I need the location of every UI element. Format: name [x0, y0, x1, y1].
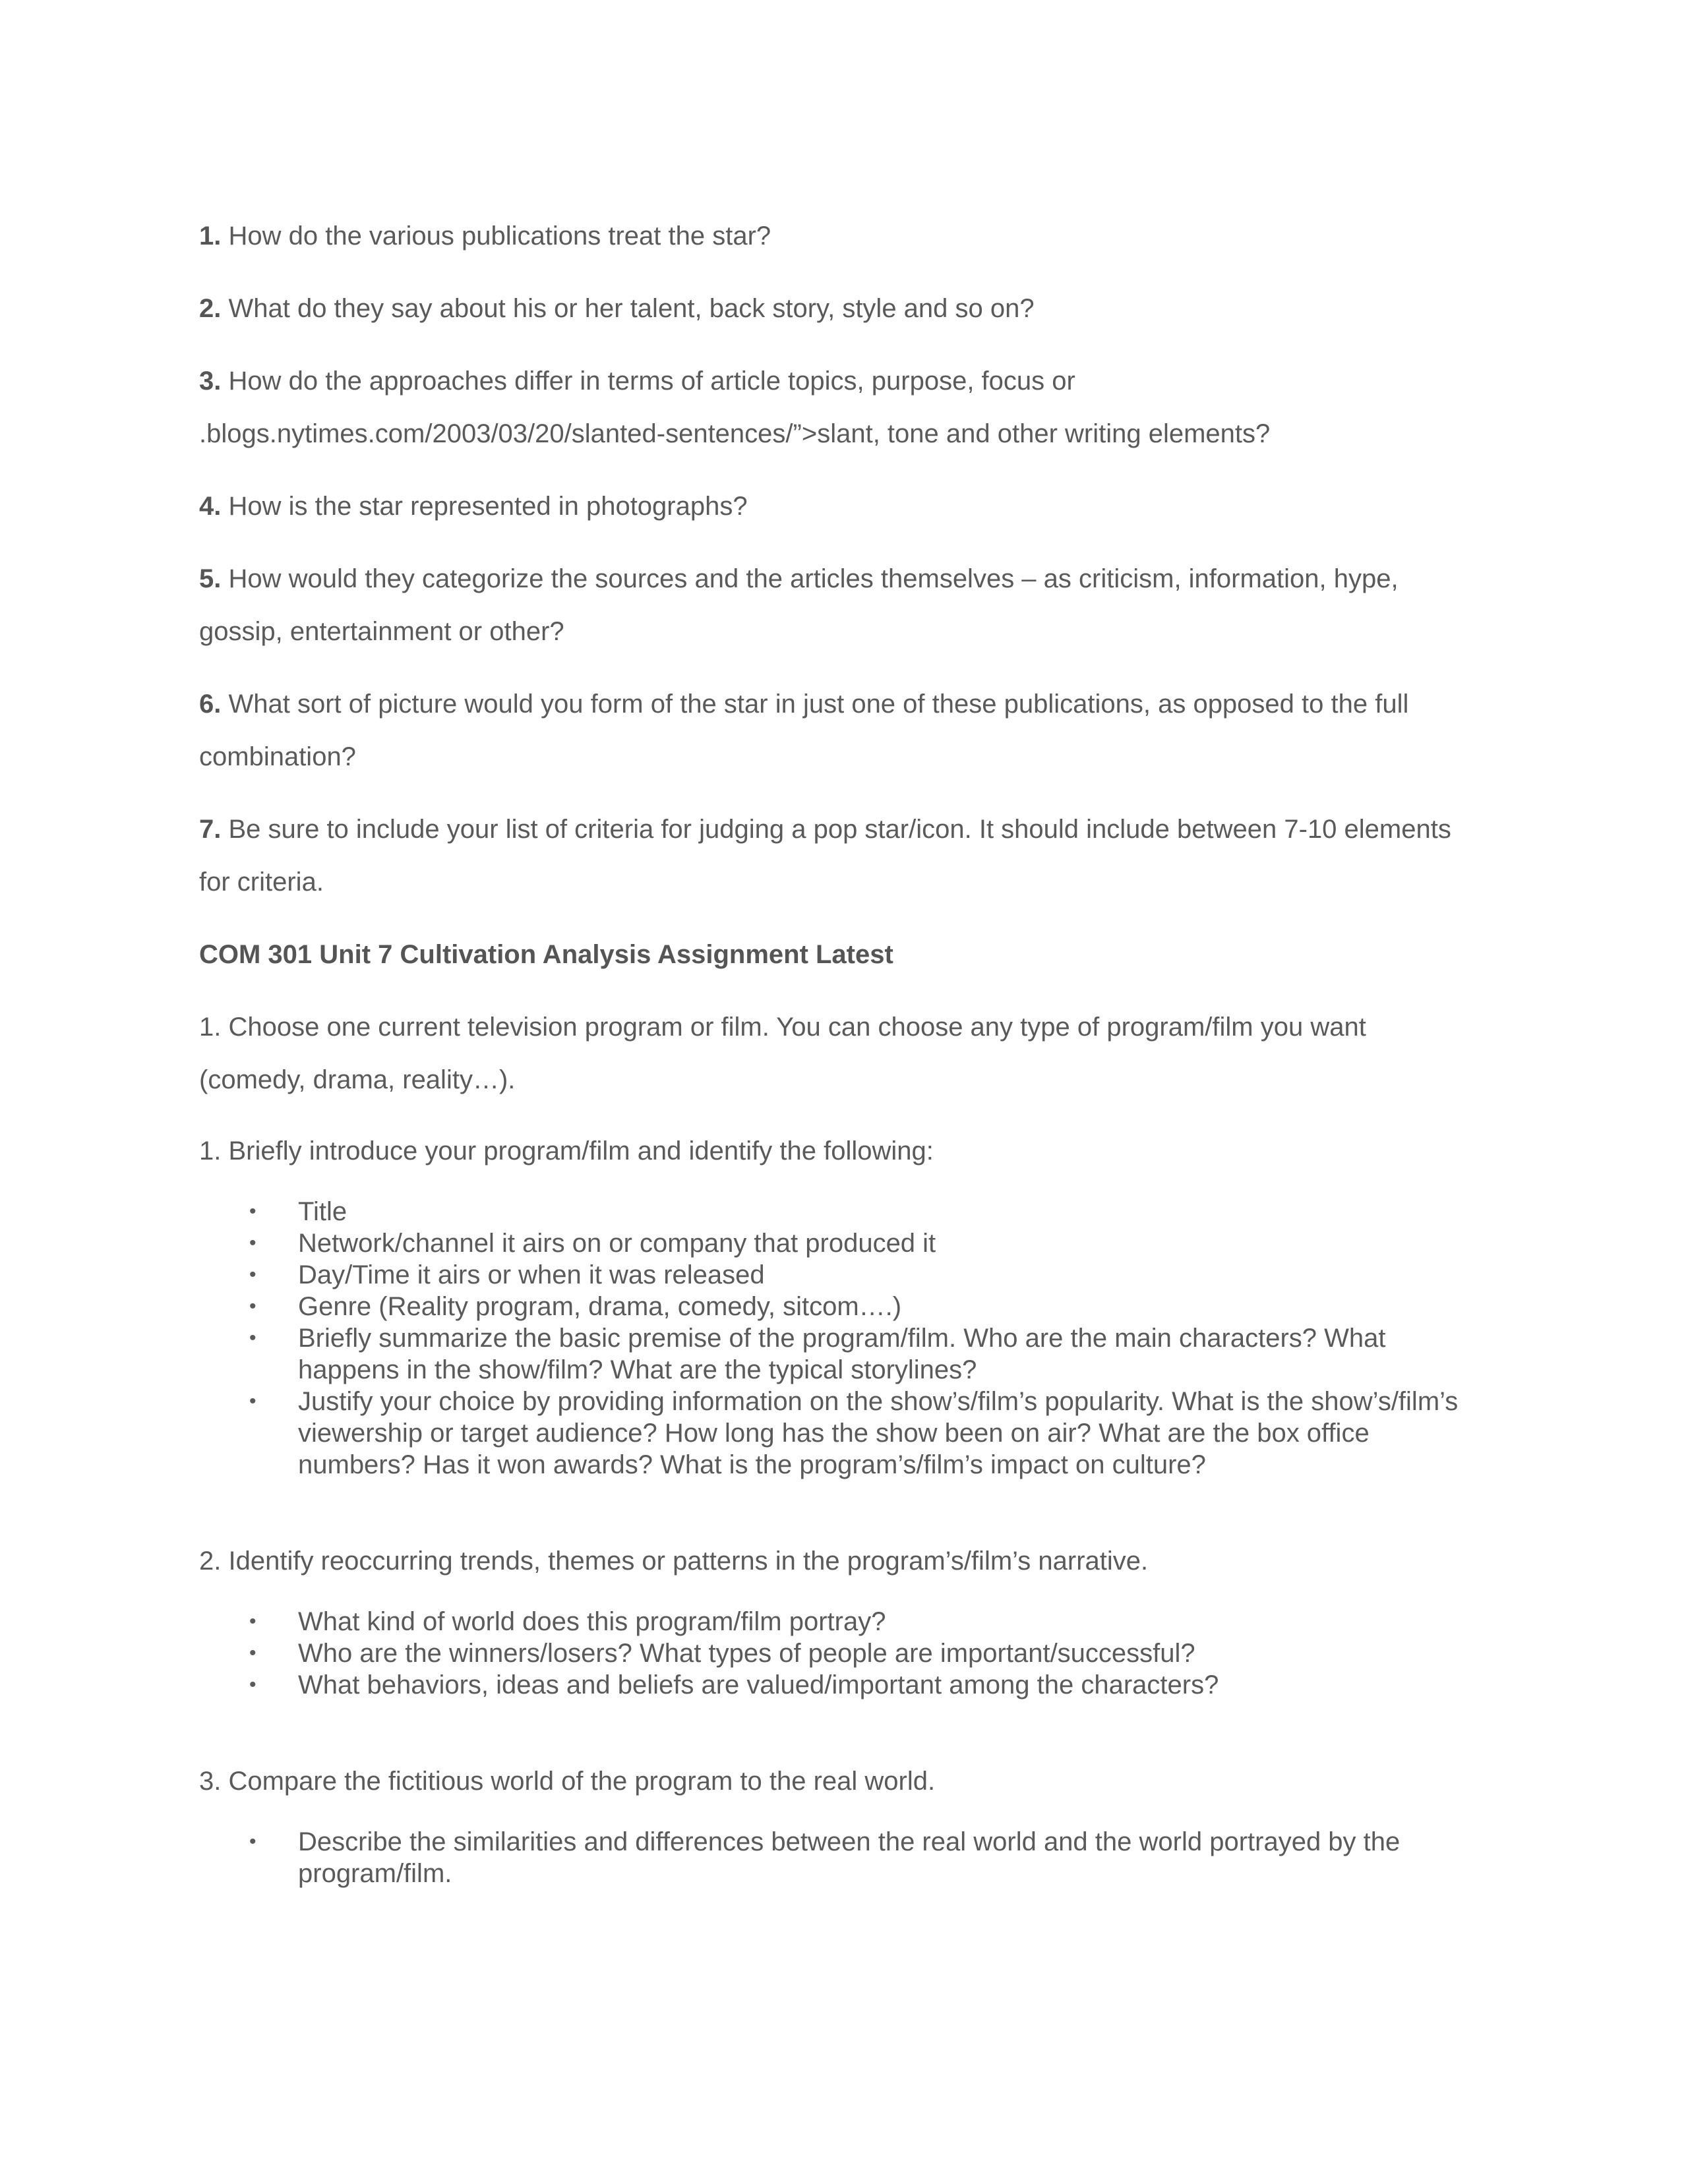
question-number: 5.	[199, 564, 222, 593]
bullet-icon: •	[249, 1327, 256, 1349]
list-item	[199, 1386, 1478, 1481]
bullet-icon: •	[249, 1674, 256, 1696]
list-item-text: Briefly summarize the basic premise of the program/film. Who are the main characters? What happens in the show/film? What are the typical storylines?	[298, 1324, 1386, 1384]
question-number: 4.	[199, 492, 222, 521]
list-item	[199, 1826, 1478, 1889]
question-number: 6.	[199, 690, 222, 719]
list-item	[199, 1669, 1478, 1701]
question-number: 2.	[199, 294, 222, 323]
list-item-text: Title	[298, 1197, 347, 1226]
paragraph-choose-program: 1. Choose one current television program or film. You can choose any type of program/film you want (comedy, drama, reality…).	[199, 1013, 1366, 1094]
question-6	[199, 678, 1478, 783]
question-number: 3.	[199, 367, 222, 396]
question-number: 1.	[199, 221, 222, 251]
bullet-list-introduce	[199, 1196, 1478, 1481]
list-item	[199, 1227, 1478, 1259]
question-5	[199, 552, 1478, 658]
list-item-text: Genre (Reality program, drama, comedy, sitcom….)	[298, 1292, 902, 1321]
list-item	[199, 1322, 1478, 1386]
list-item	[199, 1259, 1478, 1291]
question-text: What sort of picture would you form of the star in just one of these publications, as opposed to the full combination?	[199, 690, 1409, 771]
bullet-list-compare	[199, 1826, 1478, 1889]
list-item-text: Network/channel it airs on or company that produced it	[298, 1229, 936, 1258]
list-item	[199, 1606, 1478, 1638]
paragraph-trends: 2. Identify reoccurring trends, themes or patterns in the program’s/film’s narrative.	[199, 1547, 1149, 1576]
question-text: How is the star represented in photographs?	[221, 492, 748, 521]
list-item	[199, 1291, 1478, 1322]
question-number: 7.	[199, 815, 222, 844]
list-item-text: What kind of world does this program/film portray?	[298, 1607, 886, 1636]
list-item-text: Describe the similarities and differences between the real world and the world portrayed by the program/film.	[298, 1827, 1401, 1888]
bullet-icon: •	[249, 1642, 256, 1664]
question-4	[199, 480, 1478, 533]
bullet-icon: •	[249, 1200, 256, 1222]
list-item-text: What behaviors, ideas and beliefs are valued/important among the characters?	[298, 1670, 1219, 1699]
question-1	[199, 210, 1478, 262]
question-7	[199, 803, 1478, 908]
list-item-text: Who are the winners/losers? What types of people are important/successful?	[298, 1639, 1195, 1668]
list-item	[199, 1638, 1478, 1669]
bullet-list-trends	[199, 1606, 1478, 1701]
list-item-text: Day/Time it airs or when it was released	[298, 1260, 765, 1289]
section-heading: COM 301 Unit 7 Cultivation Analysis Assignment Latest	[199, 940, 893, 969]
list-item	[199, 1196, 1478, 1227]
question-3	[199, 355, 1478, 460]
bullet-icon: •	[249, 1264, 256, 1285]
question-text: How do the approaches differ in terms of article topics, purpose, focus or .blogs.nytimes.com/2003/03/20/slanted-sentences/”>slant, tone and other writing elements?	[199, 367, 1271, 448]
question-text: How do the various publications treat the star?	[221, 221, 771, 251]
document-page	[199, 210, 1478, 1943]
question-text: How would they categorize the sources and the articles themselves – as criticism, information, hype, gossip, entertainment or other?	[199, 564, 1399, 646]
bullet-icon: •	[249, 1610, 256, 1632]
bullet-icon: •	[249, 1295, 256, 1317]
question-2	[199, 282, 1478, 335]
question-text: Be sure to include your list of criteria for judging a pop star/icon. It should include between 7-10 elements for criteria.	[199, 815, 1451, 897]
paragraph-introduce-program: 1. Briefly introduce your program/film and identify the following:	[199, 1136, 934, 1166]
bullet-icon: •	[249, 1831, 256, 1852]
question-text: What do they say about his or her talent, back story, style and so on?	[221, 294, 1035, 323]
bullet-icon: •	[249, 1232, 256, 1254]
list-item-text: Justify your choice by providing information on the show’s/film’s popularity. What is the show’s/film’s viewership or target audience? How long has the show been on air? What are the box office numbers? Has it won awards? What is the program’s/film’s impact on culture?	[298, 1387, 1459, 1479]
paragraph-compare: 3. Compare the fictitious world of the program to the real world.	[199, 1767, 936, 1796]
bullet-icon: •	[249, 1390, 256, 1412]
